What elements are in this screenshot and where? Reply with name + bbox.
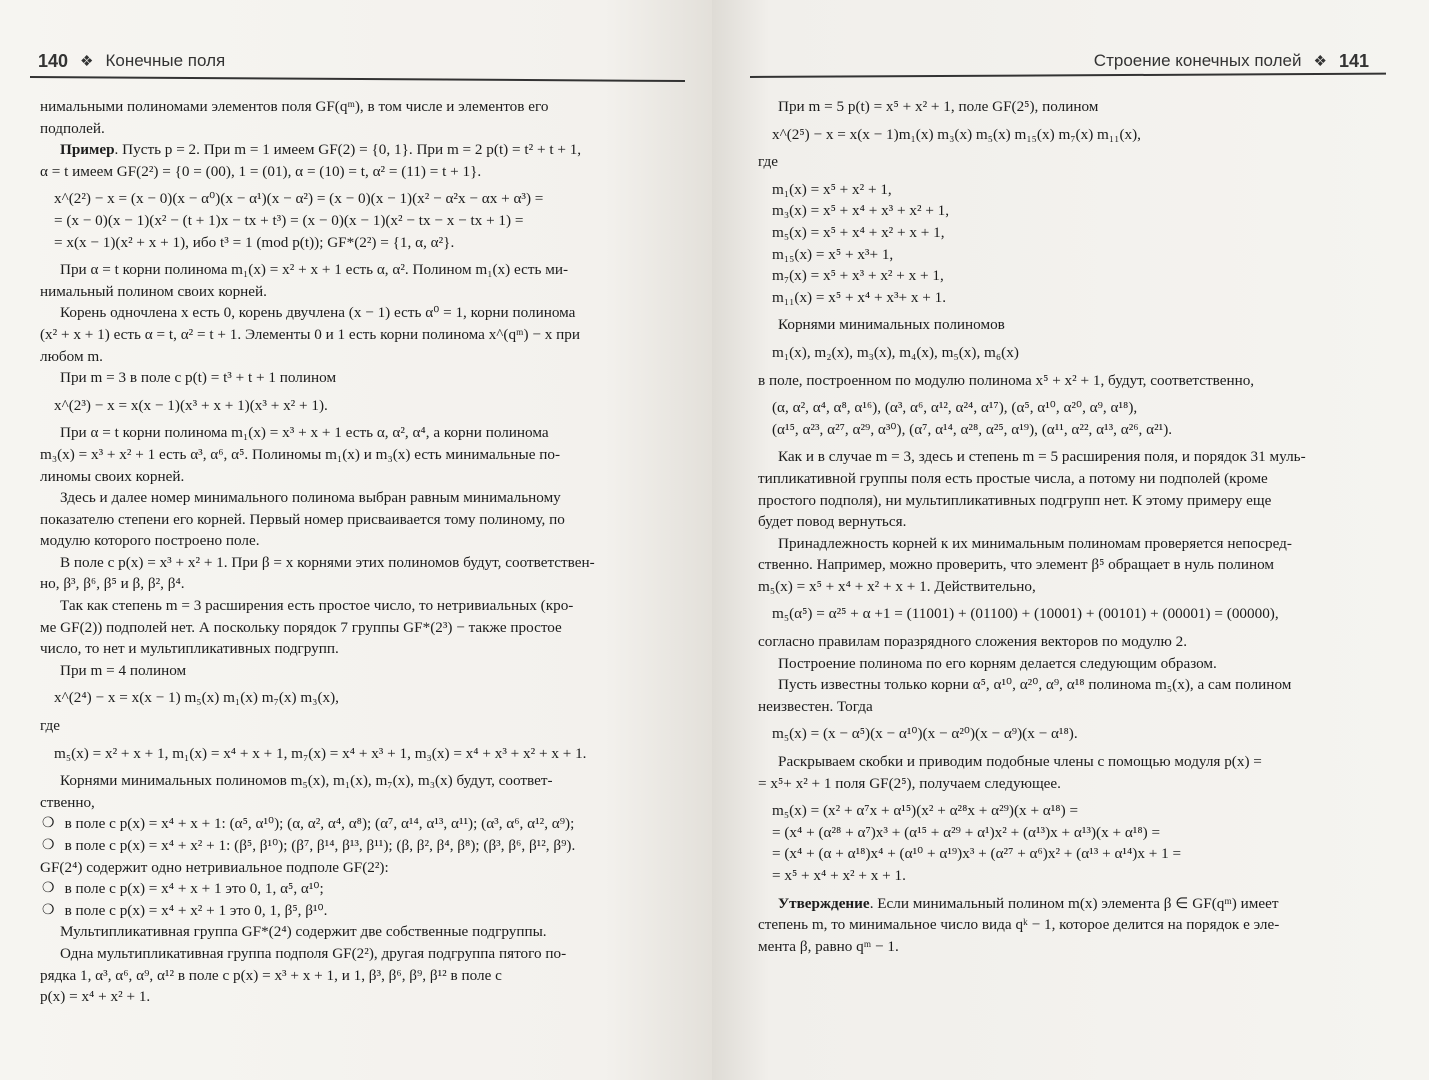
- right-page: [712, 0, 1429, 1080]
- bullet-item: [40, 878, 680, 900]
- text-line: [40, 530, 680, 552]
- line-text: ственно. Например, можно проверить, что элемент β⁵ обращает в нуль полином: [758, 556, 1275, 574]
- line-text: (x² + x + 1) есть α = t, α² = t + 1. Элементы 0 и 1 есть корни полинома x^(qᵐ) − x при: [40, 325, 580, 343]
- line-text: простого подполя), ни мультипликативных подгрупп нет. К этому примеру еще: [758, 491, 1272, 509]
- line-text: m₅(x) = (x² + α⁷x + α¹⁵)(x² + α²⁸x + α²⁹)(x + α¹⁸) =: [772, 802, 1079, 820]
- line-text: где: [758, 153, 778, 171]
- bold-term: Утверждение: [778, 894, 870, 912]
- text-line: [40, 921, 680, 943]
- line-text: x^(2²) − x = (x − 0)(x − α⁰)(x − α¹)(x − α²) = (x − 0)(x − 1)(x² − α²x − αx + α³) =: [54, 190, 544, 208]
- text-line: [758, 370, 1388, 392]
- text-line: [758, 151, 1388, 173]
- text-line: [758, 674, 1388, 696]
- line-text: типликативной группы поля есть простые числа, а потому ни подполей (кроме: [758, 469, 1268, 487]
- line-text: в поле, построенном по модулю полинома x⁵ + x² + 1, будут, соответственно,: [758, 371, 1255, 389]
- text-line: [758, 468, 1388, 490]
- formula-line: [758, 124, 1388, 146]
- text-line: [40, 617, 680, 639]
- line-text: При α = t корни полинома m₁(x) = x² + x + 1 есть α, α². Полином m₁(x) есть ми-: [60, 261, 569, 279]
- formula-line: [758, 419, 1388, 441]
- line-text: α = t имеем GF(2²) = {0 = (00), 1 = (01), α = (10) = t, α² = (11) = t + 1}.: [40, 162, 482, 180]
- text-line: [40, 552, 680, 574]
- line-text: рядка 1, α³, α⁶, α⁹, α¹² в поле с p(x) = x³ + x + 1, и 1, β³, β⁶, β⁹, β¹² в поле с: [40, 966, 502, 984]
- line-text: нимальными полиномами элементов поля GF(qᵐ), в том числе и элементов его: [40, 98, 549, 115]
- line-text: При m = 4 полином: [60, 661, 187, 679]
- line-text: = x⁵+ x² + 1 поля GF(2⁵), получаем следующее.: [758, 774, 1061, 792]
- formula-line: [758, 342, 1388, 364]
- text-line: [40, 444, 680, 466]
- line-text: где: [40, 717, 60, 735]
- text-line: [40, 302, 680, 324]
- running-title: Конечные поля: [105, 51, 226, 70]
- line-text: p(x) = x⁴ + x² + 1.: [40, 988, 151, 1006]
- text-line: [758, 936, 1388, 958]
- line-text: неизвестен. Тогда: [758, 697, 873, 715]
- text-line: [40, 792, 680, 814]
- right-page-text: [758, 96, 1388, 957]
- line-text: согласно правилам поразрядного сложения векторов по модулю 2.: [758, 633, 1188, 651]
- line-text: мента β, равно qᵐ − 1.: [758, 937, 899, 955]
- line-text: Раскрываем скобки и приводим подобные члены с помощью модуля p(x) =: [778, 753, 1262, 771]
- line-text: Мультипликативная группа GF*(2⁴) содержит две собственные подгруппы.: [60, 923, 547, 941]
- bullet-item: [40, 813, 680, 835]
- page-number: 140: [38, 50, 69, 71]
- formula-line: [40, 743, 680, 765]
- line-text: Корнями минимальных полиномов: [778, 316, 1005, 334]
- line-text: = (x⁴ + (α²⁸ + α⁷)x³ + (α¹⁵ + α²⁹ + α¹)x² + (α¹³)x + α¹³)(x + α¹⁸) =: [772, 823, 1161, 841]
- text-line: [40, 770, 680, 792]
- line-text: GF(2⁴) содержит одно нетривиальное подполе GF(2²):: [40, 858, 389, 876]
- formula-line: [40, 395, 680, 417]
- text-line: [758, 446, 1388, 468]
- line-text: Построение полинома по его корням делается следующим образом.: [778, 654, 1217, 672]
- formula-line: [758, 200, 1388, 222]
- text-line: [40, 943, 680, 965]
- text-line: [40, 595, 680, 617]
- line-text: x^(2⁴) − x = x(x − 1) m₅(x) m₁(x) m₇(x) m₃(x),: [54, 689, 339, 707]
- text-line: [40, 139, 680, 161]
- text-line: [40, 422, 680, 444]
- line-text: Корнями минимальных полиномов m₅(x), m₁(x), m₇(x), m₃(x) будут, соответ-: [60, 772, 553, 790]
- line-text: Пусть известны только корни α⁵, α¹⁰, α²⁰, α⁹, α¹⁸ полинома m₅(x), а сам полином: [778, 676, 1292, 694]
- bold-term: Пример: [60, 141, 115, 159]
- line-text: Так как степень m = 3 расширения есть простое число, то нетривиальных (кро-: [60, 597, 574, 615]
- circle-bullet-icon: ❍: [42, 880, 55, 897]
- line-text: (α, α², α⁴, α⁸, α¹⁶), (α³, α⁶, α¹², α²⁴, α¹⁷), (α⁵, α¹⁰, α²⁰, α⁹, α¹⁸),: [772, 399, 1138, 417]
- line-text: = (x − 0)(x − 1)(x² − (t + 1)x − tx + t³) = (x − 0)(x − 1)(x² − tx − x − tx + 1) =: [54, 211, 524, 229]
- text-line: [40, 487, 680, 509]
- circle-bullet-icon: ❍: [42, 837, 55, 853]
- text-line: [40, 986, 680, 1008]
- text-line: [40, 573, 680, 595]
- bullet-text: в поле с p(x) = x⁴ + x + 1: (α⁵, α¹⁰); (α, α², α⁴, α⁸); (α⁷, α¹⁴, α¹³, α¹¹); (α³, α⁶, α¹², α⁹);: [64, 815, 575, 833]
- line-text: будет повод вернуться.: [758, 513, 907, 531]
- text-line: [758, 914, 1388, 936]
- formula-line: [758, 222, 1388, 244]
- line-text: m₁₅(x) = x⁵ + x³+ 1,: [772, 245, 894, 263]
- line-text: m₅(x) = x⁵ + x⁴ + x² + x + 1. Действительно,: [758, 577, 1036, 595]
- line-text: m₅(α⁵) = α²⁵ + α +1 = (11001) + (01100) + (10001) + (00101) + (00001) = (00000),: [772, 605, 1279, 623]
- formula-line: [758, 397, 1388, 419]
- text-line: [758, 696, 1388, 718]
- line-text: m₅(x) = x⁵ + x⁴ + x² + x + 1,: [772, 223, 945, 241]
- ornament-icon: ❖: [1313, 53, 1327, 70]
- line-text: но, β³, β⁶, β⁵ и β, β², β⁴.: [40, 575, 185, 593]
- text-line: [40, 965, 680, 987]
- text-line: [758, 314, 1388, 336]
- line-text: m₇(x) = x⁵ + x³ + x² + x + 1,: [772, 267, 944, 285]
- line-text: Как и в случае m = 3, здесь и степень m = 5 расширения поля, и порядок 31 муль-: [778, 448, 1306, 466]
- line-text: Одна мультипликативная группа подполя GF(2²), другая подгруппа пятого по-: [60, 944, 567, 962]
- line-text: ме GF(2)) подполей нет. А поскольку порядок 7 группы GF*(2³) − также простое: [40, 618, 562, 636]
- line-text: нимальный полином своих корней.: [40, 282, 267, 300]
- line-text: линомы своих корней.: [40, 467, 185, 485]
- formula-line: [758, 244, 1388, 266]
- circle-bullet-icon: ❍: [42, 815, 55, 832]
- formula-line: [758, 179, 1388, 201]
- text-line: [40, 367, 680, 389]
- text-line: [40, 638, 680, 660]
- bullet-text: в поле с p(x) = x⁴ + x + 1 это 0, 1, α⁵, α¹⁰;: [64, 880, 324, 898]
- line-text: Корень одночлена x есть 0, корень двучлена (x − 1) есть α⁰ = 1, корни полинома: [60, 304, 576, 322]
- bullet-text: в поле с p(x) = x⁴ + x² + 1 это 0, 1, β⁵, β¹⁰.: [64, 901, 328, 919]
- text-line: [40, 161, 680, 183]
- text-line: [40, 281, 680, 303]
- line-text: = x⁵ + x⁴ + x² + x + 1.: [772, 867, 906, 884]
- bullet-item: [40, 835, 680, 857]
- line-text: m₅(x) = x² + x + 1, m₁(x) = x⁴ + x + 1, m₇(x) = x⁴ + x³ + 1, m₃(x) = x⁴ + x³ + x² + x + 1.: [54, 744, 587, 762]
- text-line: [40, 715, 680, 737]
- line-text: . Если минимальный полином m(x) элемента β ∈ GF(qᵐ) имеет: [869, 894, 1279, 912]
- line-text: При m = 5 p(t) = x⁵ + x² + 1, поле GF(2⁵), полином: [778, 98, 1099, 115]
- line-text: Принадлежность корней к их минимальным полиномам проверяется непосред-: [778, 534, 1292, 552]
- line-text: . Пусть p = 2. При m = 1 имеем GF(2) = {0, 1}. При m = 2 p(t) = t² + t + 1,: [114, 141, 582, 159]
- text-line: [40, 466, 680, 488]
- text-line: [758, 653, 1388, 675]
- line-text: = x(x − 1)(x² + x + 1), ибо t³ = 1 (mod p(t)); GF*(2²) = {1, α, α²}.: [54, 233, 455, 251]
- line-text: При α = t корни полинома m₁(x) = x³ + x + 1 есть α, α², α⁴, а корни полинома: [60, 424, 549, 442]
- text-line: [40, 324, 680, 346]
- line-text: модулю которого построено поле.: [40, 532, 260, 550]
- text-line: [758, 533, 1388, 555]
- running-title: Строение конечных полей: [1093, 51, 1302, 70]
- formula-line: [758, 865, 1388, 887]
- line-text: В поле с p(x) = x³ + x² + 1. При β = x корнями этих полиномов будут, соответствен-: [60, 553, 595, 571]
- left-running-head: [38, 48, 225, 74]
- left-page-text: [40, 96, 680, 1008]
- line-text: m₃(x) = x³ + x² + 1 есть α³, α⁶, α⁵. Полиномы m₁(x) и m₃(x) есть минимальные по-: [40, 445, 561, 463]
- bullet-text: в поле с p(x) = x⁴ + x² + 1: (β⁵, β¹⁰); (β⁷, β¹⁴, β¹³, β¹¹); (β, β², β⁴, β⁸); (β³, β⁶, β¹², β⁹).: [64, 837, 576, 854]
- line-text: m₁(x), m₂(x), m₃(x), m₄(x), m₅(x), m₆(x): [772, 343, 1019, 361]
- line-text: x^(2³) − x = x(x − 1)(x³ + x + 1)(x³ + x² + 1).: [54, 396, 328, 414]
- formula-line: [758, 723, 1388, 745]
- ornament-icon: ❖: [80, 53, 94, 70]
- formula-line: [758, 265, 1388, 287]
- formula-line: [758, 603, 1388, 625]
- line-text: число, то нет и мультипликативных подгрупп.: [40, 640, 339, 658]
- text-line: [758, 631, 1388, 653]
- text-line: [40, 118, 680, 140]
- formula-line: [758, 800, 1388, 822]
- text-line: [758, 511, 1388, 533]
- text-line: [758, 554, 1388, 576]
- formula-line: [758, 843, 1388, 865]
- formula-line: [40, 188, 680, 210]
- text-line: [758, 893, 1388, 915]
- line-text: = (x⁴ + (α + α¹⁸)x⁴ + (α¹⁰ + α¹⁹)x³ + (α²⁷ + α⁶)x² + (α¹³ + α¹⁴)x + 1 =: [772, 845, 1182, 863]
- page-number: 141: [1338, 50, 1369, 71]
- text-line: [758, 751, 1388, 773]
- line-text: m₃(x) = x⁵ + x⁴ + x³ + x² + 1,: [772, 202, 950, 220]
- header-rule: [750, 73, 1386, 78]
- line-text: степень m, то минимальное число вида qᵏ − 1, которое делится на порядок e эле-: [758, 916, 1280, 934]
- line-text: m₁₁(x) = x⁵ + x⁴ + x³+ x + 1.: [772, 288, 947, 306]
- header-rule: [30, 76, 685, 82]
- text-line: [758, 96, 1388, 118]
- text-line: [758, 576, 1388, 598]
- text-line: [40, 660, 680, 682]
- circle-bullet-icon: ❍: [42, 901, 55, 918]
- line-text: m₁(x) = x⁵ + x² + 1,: [772, 180, 892, 198]
- line-text: ственно,: [40, 793, 95, 811]
- left-page: [0, 0, 712, 1080]
- line-text: любом m.: [40, 347, 103, 365]
- formula-line: [40, 687, 680, 709]
- line-text: (α¹⁵, α²³, α²⁷, α²⁹, α³⁰), (α⁷, α¹⁴, α²⁸, α²⁵, α¹⁹), (α¹¹, α²², α¹³, α²⁶, α²¹).: [772, 420, 1173, 438]
- line-text: показателю степени его корней. Первый номер присваивается тому полиному, по: [40, 510, 565, 528]
- text-line: [40, 346, 680, 368]
- text-line: [40, 259, 680, 281]
- line-text: x^(2⁵) − x = x(x − 1)m₁(x) m₃(x) m₅(x) m₁₅(x) m₇(x) m₁₁(x),: [772, 125, 1141, 143]
- text-line: [758, 773, 1388, 795]
- formula-line: [40, 210, 680, 232]
- formula-line: [40, 232, 680, 254]
- bullet-item: [40, 900, 680, 922]
- right-running-head: [1094, 48, 1369, 74]
- line-text: При m = 3 в поле с p(t) = t³ + t + 1 полином: [60, 369, 337, 387]
- text-line: [40, 509, 680, 531]
- line-text: Здесь и далее номер минимального полинома выбран равным минимальному: [60, 489, 561, 507]
- text-line: [758, 490, 1388, 512]
- line-text: подполей.: [40, 119, 105, 137]
- text-line: [40, 96, 680, 118]
- text-line: [40, 857, 680, 879]
- formula-line: [758, 287, 1388, 309]
- formula-line: [758, 822, 1388, 844]
- line-text: m₅(x) = (x − α⁵)(x − α¹⁰)(x − α²⁰)(x − α⁹)(x − α¹⁸).: [772, 725, 1078, 743]
